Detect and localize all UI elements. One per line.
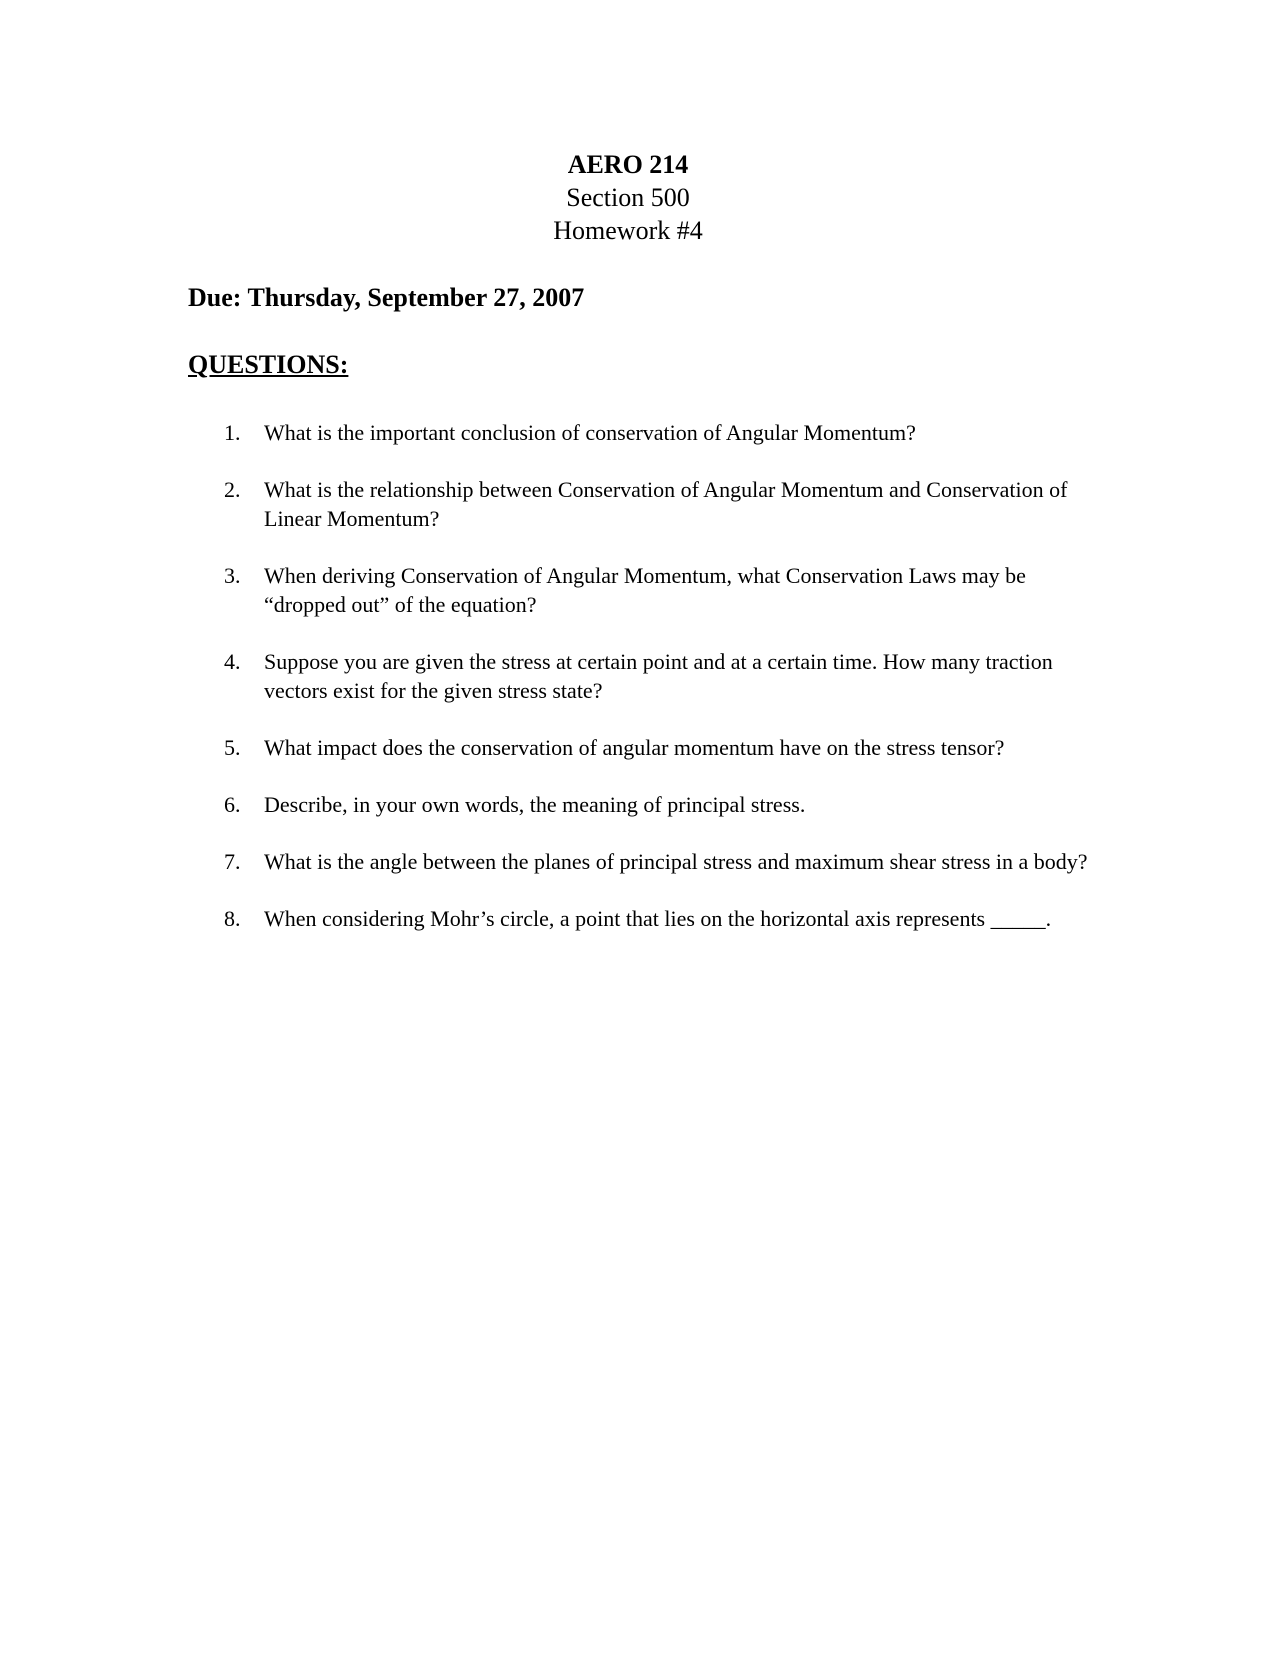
question-text: What is the relationship between Conservation of Angular Momentum and Conservation of Linear Momentum? xyxy=(264,477,1068,531)
question-number: 4. xyxy=(224,649,241,674)
document-header xyxy=(0,148,1280,247)
question-number: 6. xyxy=(224,792,241,817)
question-text: What is the angle between the planes of principal stress and maximum shear stress in a body? xyxy=(264,849,1088,874)
question-item xyxy=(0,561,1280,619)
question-number: 5. xyxy=(224,735,241,760)
question-number: 2. xyxy=(224,477,241,502)
section-label: Section 500 xyxy=(566,183,690,212)
course-title: AERO 214 xyxy=(567,150,689,179)
question-number: 3. xyxy=(224,563,241,588)
question-item xyxy=(0,790,1280,819)
question-item xyxy=(0,647,1280,705)
question-number: 1. xyxy=(224,420,241,445)
question-number: 8. xyxy=(224,906,241,931)
question-text: When deriving Conservation of Angular Momentum, what Conservation Laws may be “dropped out” of the equation? xyxy=(264,563,1026,617)
homework-label: Homework #4 xyxy=(553,216,703,245)
questions-heading: QUESTIONS: xyxy=(188,350,349,379)
question-text: When considering Mohr’s circle, a point that lies on the horizontal axis represents _____. xyxy=(264,906,1052,931)
question-item xyxy=(0,418,1280,447)
question-item xyxy=(0,733,1280,762)
question-item xyxy=(0,847,1280,876)
question-text: What impact does the conservation of angular momentum have on the stress tensor? xyxy=(264,735,1005,760)
question-item xyxy=(0,904,1280,933)
question-number: 7. xyxy=(224,849,241,874)
question-item xyxy=(0,475,1280,533)
due-date: Due: Thursday, September 27, 2007 xyxy=(188,283,585,312)
question-text: Suppose you are given the stress at certain point and at a certain time. How many traction vectors exist for the given stress state? xyxy=(264,649,1053,703)
question-text: Describe, in your own words, the meaning of principal stress. xyxy=(264,792,806,817)
question-text: What is the important conclusion of conservation of Angular Momentum? xyxy=(264,420,916,445)
question-list xyxy=(0,418,1280,961)
